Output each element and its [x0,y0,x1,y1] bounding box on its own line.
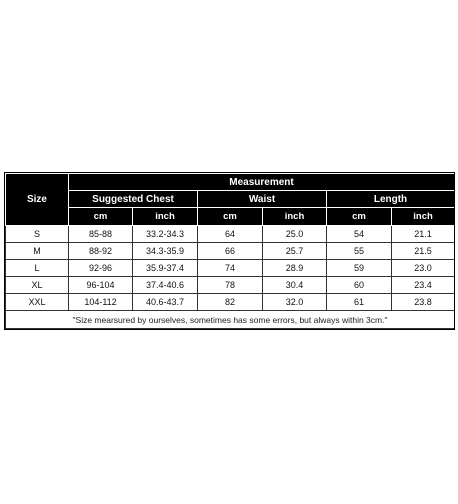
length-cm-cell: 59 [327,260,392,277]
length-group-header: Length [327,191,455,208]
waist-inch-cell: 32.0 [263,294,327,311]
measurement-note: "Size mearsured by ourselves, sometimes has some errors, but always within 3cm." [6,311,455,329]
chest-inch-cell: 33.2-34.3 [133,226,198,243]
chest-cm-header: cm [69,208,133,226]
chest-inch-header: inch [133,208,198,226]
waist-inch-header: inch [263,208,327,226]
chest-cm-cell: 88-92 [69,243,133,260]
waist-inch-cell: 28.9 [263,260,327,277]
length-cm-cell: 60 [327,277,392,294]
chest-cm-cell: 104-112 [69,294,133,311]
size-cell: XL [6,277,69,294]
size-column-header: Size [6,174,69,226]
chest-cm-cell: 96-104 [69,277,133,294]
length-inch-header: inch [392,208,455,226]
table-row [6,294,455,311]
waist-inch-cell: 25.0 [263,226,327,243]
chest-inch-cell: 35.9-37.4 [133,260,198,277]
waist-cm-header: cm [198,208,263,226]
chest-cm-cell: 92-96 [69,260,133,277]
chest-inch-cell: 34.3-35.9 [133,243,198,260]
waist-cm-cell: 64 [198,226,263,243]
chest-cm-cell: 85-88 [69,226,133,243]
length-inch-cell: 23.4 [392,277,455,294]
length-inch-cell: 21.1 [392,226,455,243]
length-cm-cell: 61 [327,294,392,311]
length-cm-cell: 54 [327,226,392,243]
size-cell: L [6,260,69,277]
table-row [6,277,455,294]
note-row [6,311,455,329]
waist-group-header: Waist [198,191,327,208]
waist-inch-cell: 30.4 [263,277,327,294]
length-cm-cell: 55 [327,243,392,260]
waist-inch-cell: 25.7 [263,243,327,260]
chest-inch-cell: 37.4-40.6 [133,277,198,294]
table-row [6,243,455,260]
length-cm-header: cm [327,208,392,226]
size-chart-table [5,173,455,329]
size-cell: S [6,226,69,243]
waist-cm-cell: 82 [198,294,263,311]
length-inch-cell: 21.5 [392,243,455,260]
size-cell: XXL [6,294,69,311]
chest-group-header: Suggested Chest [69,191,198,208]
size-cell: M [6,243,69,260]
waist-cm-cell: 78 [198,277,263,294]
chest-inch-cell: 40.6-43.7 [133,294,198,311]
table-row [6,260,455,277]
length-inch-cell: 23.0 [392,260,455,277]
measurement-header: Measurement [69,174,455,191]
waist-cm-cell: 74 [198,260,263,277]
waist-cm-cell: 66 [198,243,263,260]
table-row [6,226,455,243]
length-inch-cell: 23.8 [392,294,455,311]
